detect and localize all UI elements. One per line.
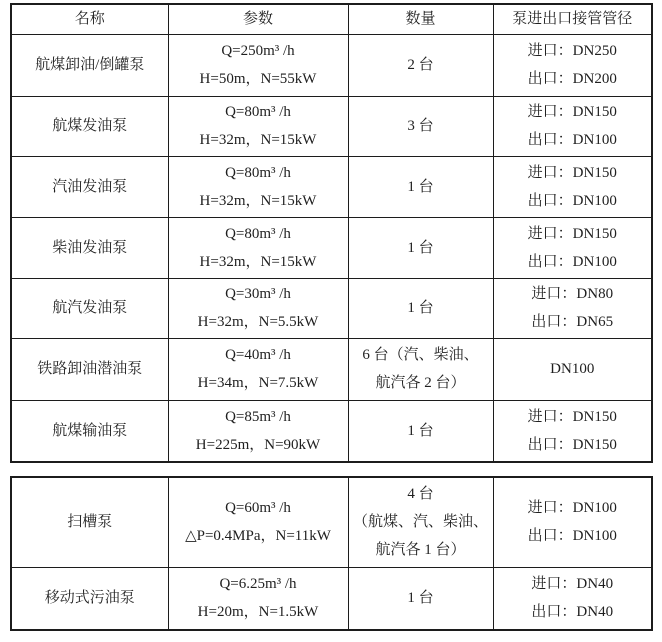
qty-cell: [348, 400, 493, 462]
pipe-line: 进口：DN250: [527, 43, 617, 59]
col-header-pipe-label: 泵进出口接管管径: [512, 11, 633, 28]
param-line: H=32m，N=15kW: [199, 132, 317, 148]
pump-name: 航汽发油泵: [52, 300, 128, 316]
col-header-params-label: 参数: [242, 11, 273, 28]
pump-name-cell: [11, 338, 168, 400]
col-header-qty-label: 数量: [405, 11, 436, 28]
params-cell: [168, 34, 348, 96]
pump-name-cell: [11, 477, 168, 567]
pipe-line: 出口：DN100: [527, 253, 617, 270]
table-row: [11, 567, 652, 630]
pump-name-cell: [11, 34, 168, 96]
qty-line: 3 台: [407, 118, 434, 134]
qty-cell: [348, 278, 493, 338]
pipe-line: 进口：DN150: [527, 225, 617, 242]
pump-name-cell: [11, 217, 168, 278]
table-row: [11, 96, 652, 156]
param-line: △P=0.4MPa，N=11kW: [185, 528, 331, 545]
col-header-pipe: [493, 4, 652, 34]
pump-name: 铁路卸油潜油泵: [37, 361, 143, 377]
qty-line: 1 台: [407, 178, 434, 195]
qty-cell: [348, 34, 493, 96]
pump-name-cell: [11, 278, 168, 338]
table-row: [11, 338, 652, 400]
params-cell: [168, 400, 348, 462]
qty-cell: [348, 96, 493, 156]
param-line: Q=80m³ /h: [225, 164, 291, 181]
param-line: H=50m，N=55kW: [199, 71, 317, 87]
table-row: [11, 400, 652, 462]
params-cell: [168, 156, 348, 217]
table-row: [11, 34, 652, 96]
params-cell: [168, 217, 348, 278]
pipe-cell: [493, 400, 652, 462]
col-header-qty: [348, 4, 493, 34]
pump-name: 航煤输油泵: [52, 422, 128, 439]
table-row: [11, 477, 652, 567]
pump-name-cell: [11, 96, 168, 156]
params-cell: [168, 278, 348, 338]
pump-name-cell: [11, 567, 168, 630]
pump-name: 移动式污油泵: [44, 590, 135, 607]
qty-line: 2 台: [407, 57, 434, 73]
qty-cell: [348, 338, 493, 400]
pump-name: 航煤卸油/倒罐泵: [35, 57, 145, 73]
pipe-line: DN100: [550, 361, 595, 377]
param-line: Q=6.25m³ /h: [219, 576, 297, 593]
qty-cell: [348, 217, 493, 278]
qty-line: 1 台: [407, 239, 434, 256]
qty-line: 4 台: [407, 486, 434, 503]
param-line: H=20m，N=1.5kW: [197, 604, 319, 621]
pipe-line: 出口：DN100: [527, 132, 617, 148]
qty-line: 6 台（汽、柴油、: [362, 347, 479, 363]
param-line: Q=80m³ /h: [225, 225, 291, 242]
pump-name: 汽油发油泵: [52, 178, 128, 195]
qty-line: 航汽各 2 台）: [375, 375, 466, 391]
pipe-cell: [493, 156, 652, 217]
header-row: [11, 4, 652, 34]
params-cell: [168, 567, 348, 630]
pipe-line: 出口：DN40: [531, 604, 614, 621]
param-line: Q=30m³ /h: [225, 286, 291, 302]
pump-name: 柴油发油泵: [52, 239, 128, 256]
param-line: H=34m，N=7.5kW: [197, 375, 319, 391]
params-cell: [168, 338, 348, 400]
col-header-params: [168, 4, 348, 34]
pipe-line: 进口：DN40: [531, 576, 614, 593]
pipe-cell: [493, 338, 652, 400]
param-line: Q=40m³ /h: [225, 347, 291, 363]
param-line: H=32m，N=5.5kW: [197, 314, 319, 330]
qty-line: 1 台: [407, 590, 434, 607]
pipe-line: 进口：DN150: [527, 104, 617, 120]
pipe-line: 出口：DN100: [527, 192, 617, 209]
pipe-line: 出口：DN200: [527, 71, 617, 87]
qty-cell: [348, 477, 493, 567]
pipe-cell: [493, 34, 652, 96]
table-row: [11, 156, 652, 217]
params-cell: [168, 477, 348, 567]
param-line: H=225m，N=90kW: [195, 436, 321, 453]
param-line: H=32m，N=15kW: [199, 192, 317, 209]
param-line: H=32m，N=15kW: [199, 253, 317, 270]
param-line: Q=60m³ /h: [225, 500, 291, 517]
pipe-cell: [493, 477, 652, 567]
pump-name-cell: [11, 156, 168, 217]
col-header-name-label: 名称: [74, 11, 105, 28]
pipe-cell: [493, 567, 652, 630]
pipe-line: 进口：DN150: [527, 164, 617, 181]
pump-spec-table-main: [10, 3, 653, 463]
qty-cell: [348, 156, 493, 217]
table-row: [11, 278, 652, 338]
col-header-name: [11, 4, 168, 34]
pump-name: 扫槽泵: [67, 514, 113, 531]
pipe-line: 出口：DN65: [531, 314, 614, 330]
pipe-cell: [493, 278, 652, 338]
params-cell: [168, 96, 348, 156]
pump-name: 航煤发油泵: [52, 118, 128, 134]
pipe-cell: [493, 217, 652, 278]
qty-line: 1 台: [407, 422, 434, 439]
qty-line: 1 台: [407, 300, 434, 316]
pump-spec-table-continued: [10, 476, 653, 631]
pipe-line: 出口：DN100: [527, 528, 617, 545]
pipe-cell: [493, 96, 652, 156]
param-line: Q=250m³ /h: [221, 43, 295, 59]
pipe-line: 进口：DN150: [527, 408, 617, 425]
pipe-line: 出口：DN150: [527, 436, 617, 453]
qty-line: 航汽各 1 台）: [375, 542, 466, 559]
qty-cell: [348, 567, 493, 630]
pipe-line: 进口：DN100: [527, 500, 617, 517]
param-line: Q=80m³ /h: [225, 104, 291, 120]
param-line: Q=85m³ /h: [225, 408, 291, 425]
table-row: [11, 217, 652, 278]
pump-name-cell: [11, 400, 168, 462]
qty-line: （航煤、汽、柴油、: [352, 514, 488, 531]
pipe-line: 进口：DN80: [531, 286, 614, 302]
